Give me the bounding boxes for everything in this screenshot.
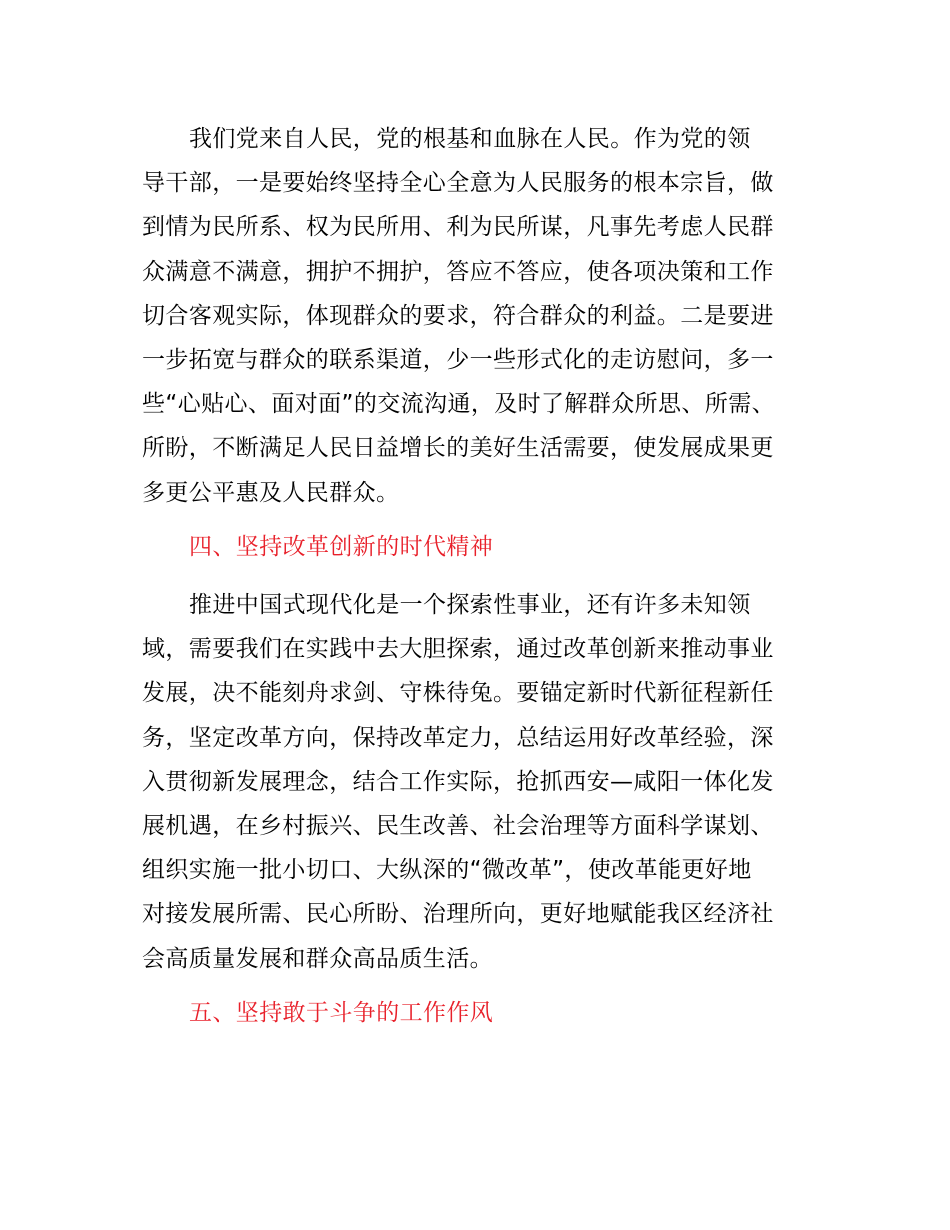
paragraph-line: 展机遇，在乡村振兴、民生改善、社会治理等方面科学谋划、 [142, 812, 774, 839]
paragraph-line: 到情为民所系、权为民所用、利为民所谋，凡事先考虑人民群 [142, 214, 774, 241]
paragraph-line: 切合客观实际，体现群众的要求，符合群众的利益。二是要进 [142, 302, 774, 329]
paragraph-line: 一步拓宽与群众的联系渠道，少一些形式化的走访慰问，多一 [142, 346, 774, 373]
section-heading-4: 四、坚持改革创新的时代精神 [189, 534, 494, 560]
paragraph-line: 众满意不满意，拥护不拥护，答应不答应，使各项决策和工作 [142, 258, 774, 285]
paragraph-line: 推进中国式现代化是一个探索性事业，还有许多未知领 [189, 592, 751, 618]
paragraph-line: 发展，决不能刻舟求剑、守株待兔。要锚定新时代新征程新任 [142, 680, 774, 707]
paragraph-line: 组织实施一批小切口、大纵深的“微改革”，使改革能更好地 [142, 857, 752, 884]
paragraph-line: 多更公平惠及人民群众。 [142, 479, 400, 506]
paragraph-line: 些“心贴心、面对面”的交流沟通，及时了解群众所思、所需、 [142, 391, 776, 418]
paragraph-line: 务，坚定改革方向，保持改革定力，总结运用好改革经验，深 [142, 724, 774, 751]
paragraph-line: 会高质量发展和群众高品质生活。 [142, 945, 493, 972]
paragraph-line: 我们党来自人民，党的根基和血脉在人民。作为党的领 [189, 126, 751, 152]
paragraph-line: 域，需要我们在实践中去大胆探索，通过改革创新来推动事业 [142, 636, 774, 663]
paragraph-people [142, 117, 822, 515]
paragraph-line: 对接发展所需、民心所盼、治理所向，更好地赋能我区经济社 [142, 901, 774, 928]
paragraph-line: 导干部，一是要始终坚持全心全意为人民服务的根本宗旨，做 [142, 170, 774, 197]
paragraph-reform [142, 583, 822, 981]
paragraph-line: 所盼，不断满足人民日益增长的美好生活需要，使发展成果更 [142, 435, 774, 462]
paragraph-line: 入贯彻新发展理念，结合工作实际，抢抓西安—咸阳一体化发 [142, 768, 774, 795]
section-heading-5: 五、坚持敢于斗争的工作作风 [189, 1000, 494, 1026]
